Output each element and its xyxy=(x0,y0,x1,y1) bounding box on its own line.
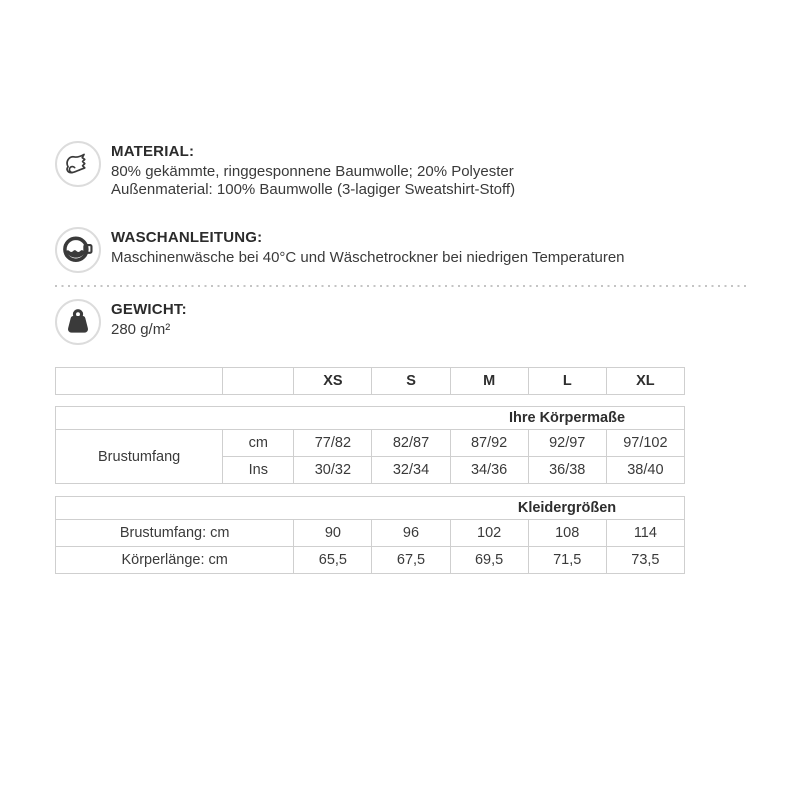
weight-icon xyxy=(55,299,101,345)
size-col-xs: XS xyxy=(294,368,372,395)
garment-chest-s: 96 xyxy=(372,520,450,547)
chest-cm-row xyxy=(56,430,685,457)
garment-length-xs: 65,5 xyxy=(294,547,372,574)
size-header-table xyxy=(55,367,685,395)
chest-ins-l: 36/38 xyxy=(528,457,606,484)
empty-label-cell xyxy=(56,368,223,395)
chest-cm-xl: 97/102 xyxy=(606,430,684,457)
garment-chest-l: 108 xyxy=(528,520,606,547)
garment-length-label: Körperlänge: cm xyxy=(56,547,294,574)
chest-ins-m: 34/36 xyxy=(450,457,528,484)
weight-section xyxy=(55,299,747,345)
chest-row-label: Brustumfang xyxy=(56,430,223,484)
garment-length-s: 67,5 xyxy=(372,547,450,574)
body-measurements-header-row xyxy=(56,407,685,430)
garment-length-l: 71,5 xyxy=(528,547,606,574)
weight-line-1: 280 g/m² xyxy=(111,321,171,338)
care-section xyxy=(55,227,747,273)
garment-length-xl: 73,5 xyxy=(606,547,684,574)
garment-sizes-table xyxy=(55,496,685,574)
chest-cm-s: 82/87 xyxy=(372,430,450,457)
body-measurements-header: Ihre Körpermaße xyxy=(508,410,626,426)
washing-machine-icon xyxy=(55,227,101,273)
weight-title: GEWICHT: xyxy=(111,301,187,318)
size-col-l: L xyxy=(528,368,606,395)
fabric-swatch-icon xyxy=(55,141,101,187)
material-section xyxy=(55,141,747,198)
garment-length-m: 69,5 xyxy=(450,547,528,574)
garment-chest-m: 102 xyxy=(450,520,528,547)
size-col-s: S xyxy=(372,368,450,395)
chest-ins-xs: 30/32 xyxy=(294,457,372,484)
size-header-row xyxy=(56,368,685,395)
garment-sizes-header-row xyxy=(56,497,685,520)
garment-sizes-header: Kleidergrößen xyxy=(517,500,617,516)
empty-unit-cell xyxy=(223,368,294,395)
material-title: MATERIAL: xyxy=(111,143,195,160)
chest-ins-xl: 38/40 xyxy=(606,457,684,484)
material-line-1: 80% gekämmte, ringgesponnene Baumwolle; 20% Polyester xyxy=(111,163,514,180)
garment-chest-row xyxy=(56,520,685,547)
material-line-2: Außenmaterial: 100% Baumwolle (3-lagiger Sweatshirt-Stoff) xyxy=(111,180,516,198)
size-col-m: M xyxy=(450,368,528,395)
chest-ins-s: 32/34 xyxy=(372,457,450,484)
care-line-1: Maschinenwäsche bei 40°C und Wäschetrockner bei niedrigen Temperaturen xyxy=(111,249,625,266)
garment-chest-xl: 114 xyxy=(606,520,684,547)
chest-cm-l: 92/97 xyxy=(528,430,606,457)
garment-chest-label: Brustumfang: cm xyxy=(56,520,294,547)
garment-length-row xyxy=(56,547,685,574)
body-measurements-table xyxy=(55,406,685,484)
size-col-xl: XL xyxy=(606,368,684,395)
dotted-divider xyxy=(55,285,747,287)
care-title: WASCHANLEITUNG: xyxy=(111,229,263,246)
unit-ins: Ins xyxy=(223,457,294,484)
garment-chest-xs: 90 xyxy=(294,520,372,547)
chest-cm-m: 87/92 xyxy=(450,430,528,457)
chest-cm-xs: 77/82 xyxy=(294,430,372,457)
unit-cm: cm xyxy=(223,430,294,457)
